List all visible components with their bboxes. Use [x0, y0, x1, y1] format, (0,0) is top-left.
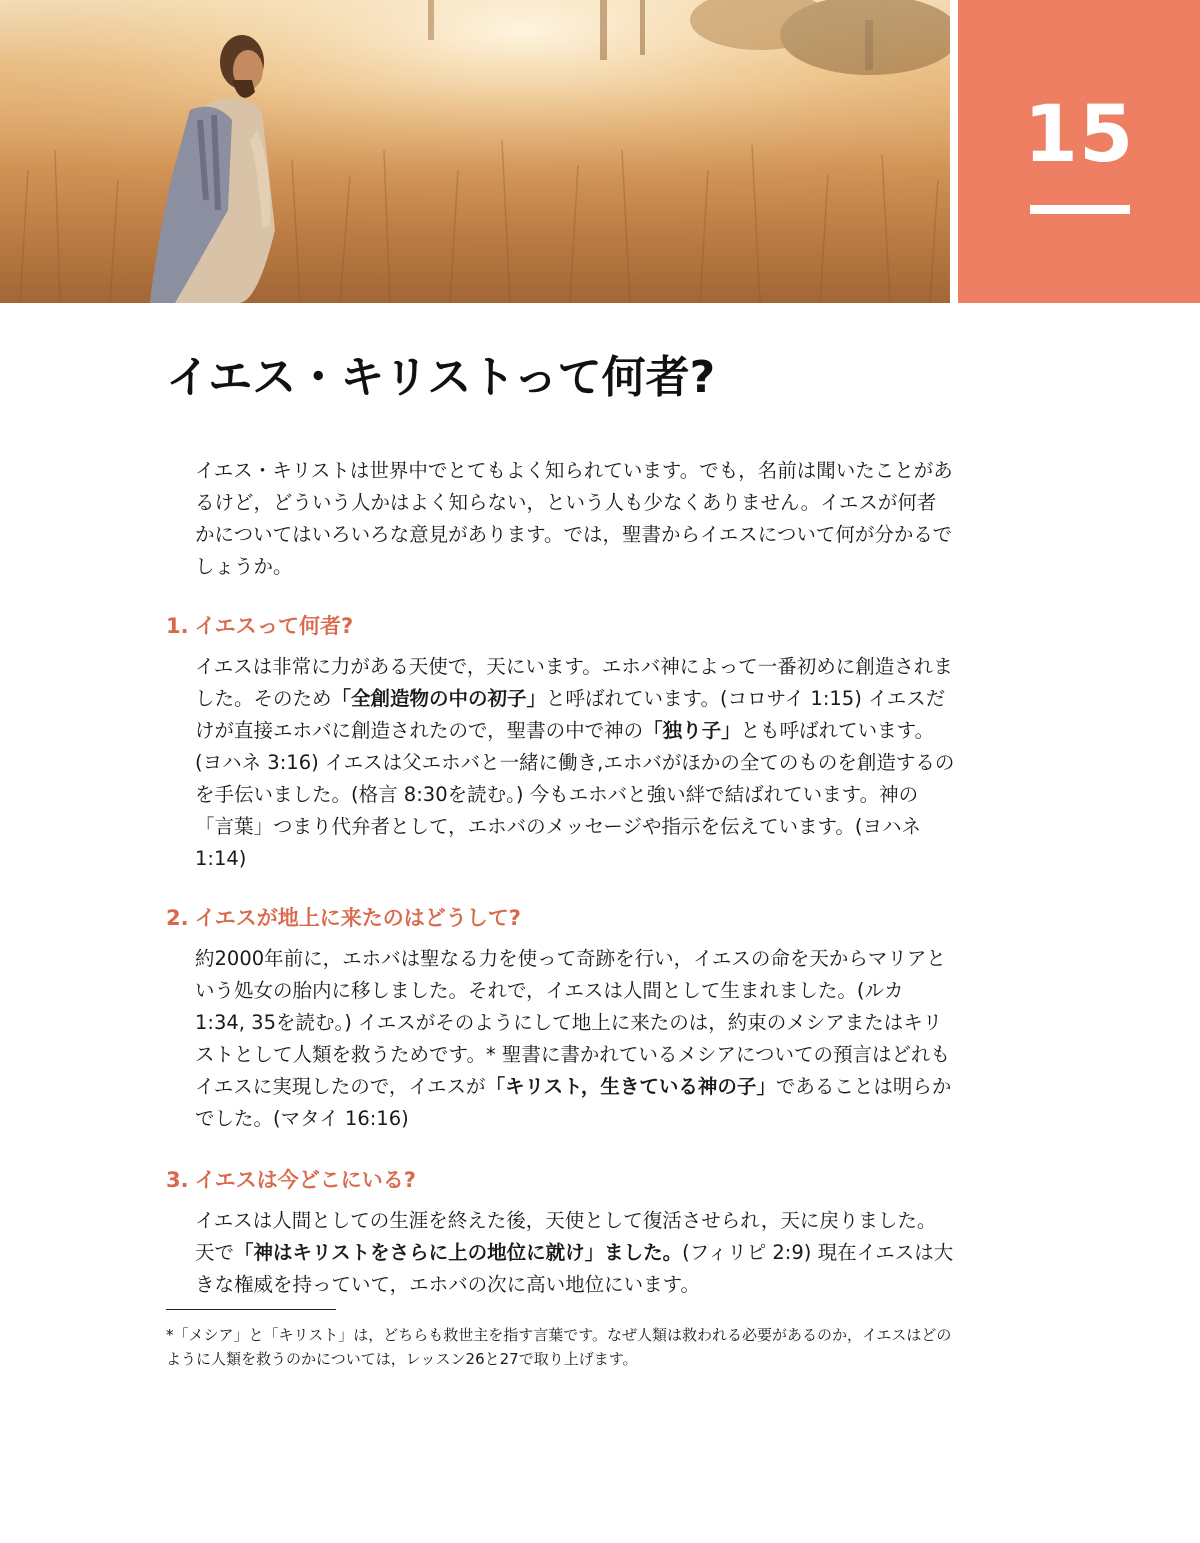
text-run: と呼ばれています。(コロサイ 1:15) イエスだけが直接エホバに創造されたので，聖書の中で神の	[195, 687, 946, 742]
lesson-number: 15	[1023, 90, 1135, 180]
footnote: *「メシア」と「キリスト」は，どちらも救世主を指す言葉です。なぜ人類は救われる必要があるのか，イエスはどのように人類を救うのかについては，レッスン26と27で取り上げます。	[166, 1326, 952, 1368]
section-title: イエスは今どこにいる?	[194, 1168, 416, 1192]
hero-photo	[0, 0, 950, 303]
text-run: であることは明らかでした。(マタイ 16:16)	[195, 1075, 952, 1130]
bold-quote: 「独り子」	[643, 719, 741, 742]
lesson-badge	[958, 0, 1200, 303]
field-illustration	[0, 0, 950, 303]
section-title: イエスが地上に来たのはどうして?	[194, 906, 521, 930]
section-heading-2	[166, 906, 521, 931]
section-heading-1	[166, 614, 353, 639]
footnote-divider	[166, 1309, 336, 1310]
text-run: 約2000年前に，エホバは聖なる力を使って奇跡を行い，イエスの命を天からマリアという処女の胎内に移しました。それで，イエスは人間として生まれました。(ルカ 1:34, 35を読む。) イエスがそのようにして地上に来たのは，約束のメシアまたはキリストとして人類を救うためです。* 聖書に書かれているメシアについての預言はどれもイエスに実現したので，イエスが	[195, 947, 950, 1098]
section-title: イエスって何者?	[194, 614, 354, 638]
intro-paragraph: イエス・キリストは世界中でとてもよく知られています。でも，名前は聞いたことがあるけど，どういう人かはよく知らない，という人も少なくありません。イエスが何者かについてはいろいろな意見があります。では，聖書からイエスについて何が分かるでしょうか。	[195, 459, 953, 578]
text-run: イエスは人間としての生涯を終えた後，天使として復活させられ，天に戻りました。天で	[195, 1209, 937, 1264]
bold-quote: 「全創造物の中の初子」	[331, 687, 547, 710]
lesson-number-underline	[1030, 205, 1130, 214]
text-run: イエスは非常に力がある天使で，天にいます。エホバ神によって一番初めに創造されました。そのため	[195, 655, 953, 710]
bold-quote: 「キリスト，生きている神の子」	[485, 1075, 776, 1098]
bold-quote: 「神はキリストをさらに上の地位に就け」ました。	[234, 1241, 683, 1264]
section-heading-3	[166, 1168, 416, 1193]
section-number: 1.	[166, 614, 189, 638]
section-body-1	[195, 651, 955, 875]
section-number: 3.	[166, 1168, 189, 1192]
text-run: とも呼ばれています。(ヨハネ 3:16) イエスは父エホバと一緒に働き,エホバがほかの全てのものを創造するのを手伝いました。(格言 8:30を読む。) 今もエホバと強い絆で結ばれています。神の「言葉」つまり代弁者として，エホバのメッセージや指示を伝えています。(ヨハネ 1:14)	[195, 719, 955, 870]
text-run: (フィリピ 2:9) 現在イエスは大きな権威を持っていて，エホバの次に高い地位にいます。	[195, 1241, 954, 1296]
section-body-3	[195, 1205, 955, 1301]
section-number: 2.	[166, 906, 189, 930]
section-body-2	[195, 943, 955, 1135]
page-title: イエス・キリストって何者?	[166, 352, 716, 403]
